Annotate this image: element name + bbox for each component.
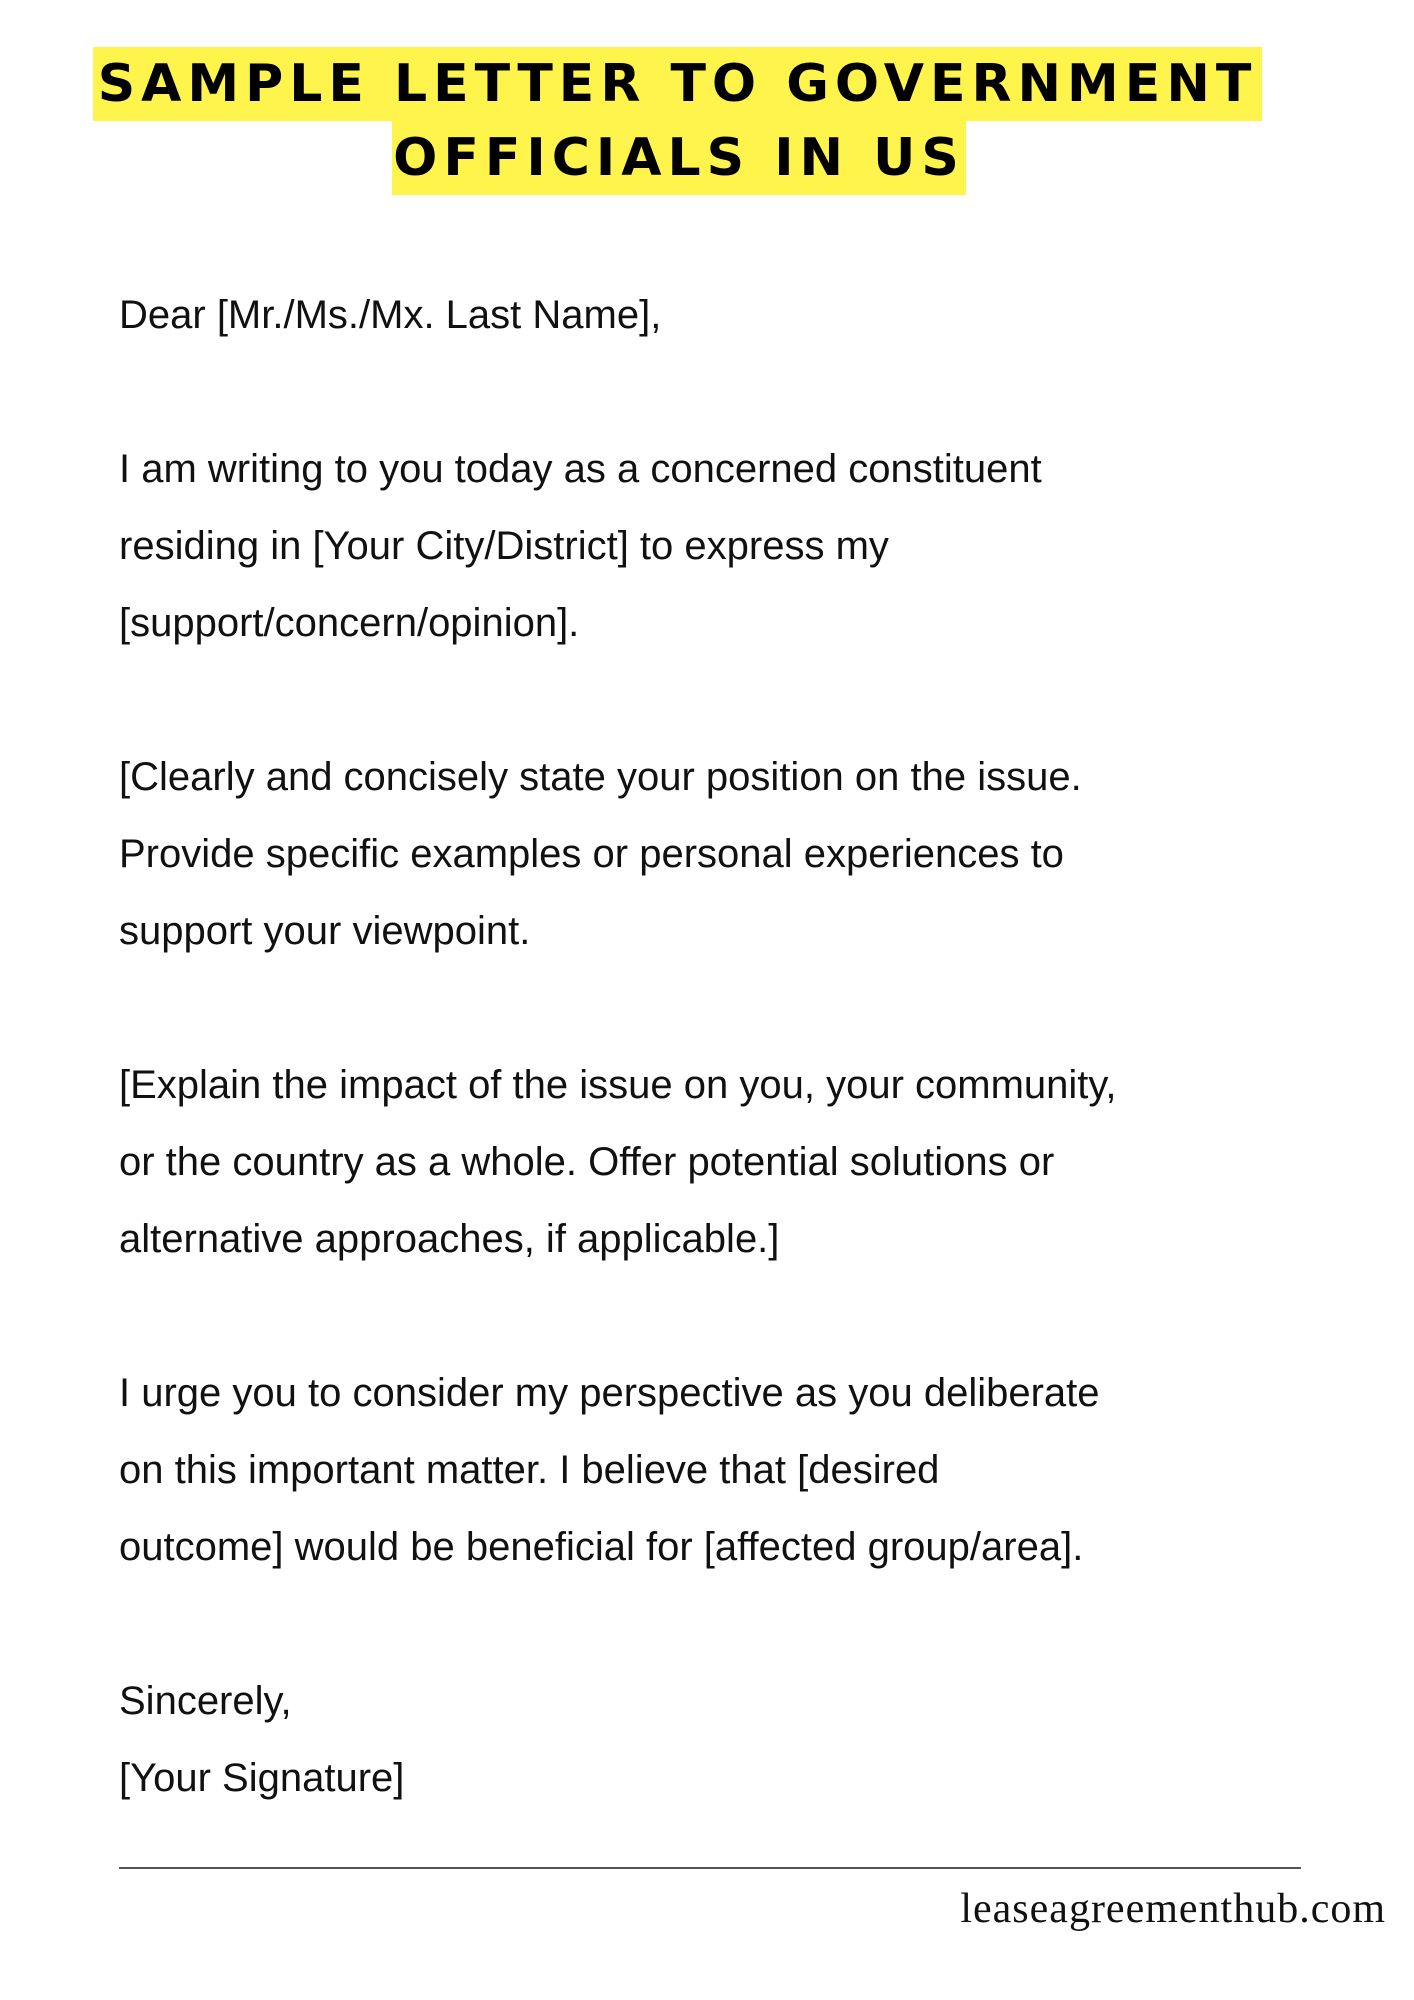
salutation: Dear [Mr./Ms./Mx. Last Name], (119, 293, 662, 337)
paragraph-1-line-2: residing in [Your City/District] to express my (119, 524, 889, 568)
paragraph-1-line-1: I am writing to you today as a concerned constituent (119, 447, 1042, 491)
paragraph-3-line-3: alternative approaches, if applicable.] (119, 1217, 780, 1261)
paragraph-spacer (119, 1278, 1339, 1355)
paragraph-spacer (119, 354, 1339, 431)
page-title-line-1: SAMPLE LETTER TO GOVERNMENT (93, 47, 1262, 121)
paragraph-spacer (119, 662, 1339, 739)
paragraph-2-line-3: support your viewpoint. (119, 909, 531, 953)
paragraph-4-line-2: on this important matter. I believe that [desired (119, 1448, 940, 1492)
page-title-line-2: OFFICIALS IN US (392, 121, 966, 195)
paragraph-4-line-3: outcome] would be beneficial for [affected group/area]. (119, 1525, 1084, 1569)
paragraph-spacer (119, 970, 1339, 1047)
signature-placeholder: [Your Signature] (119, 1756, 405, 1800)
closing: Sincerely, (119, 1679, 292, 1723)
paragraph-2-line-1: [Clearly and concisely state your position on the issue. (119, 755, 1082, 799)
paragraph-3-line-2: or the country as a whole. Offer potential solutions or (119, 1140, 1055, 1184)
letter-body (119, 277, 1339, 1817)
paragraph-4-line-1: I urge you to consider my perspective as you deliberate (119, 1371, 1100, 1415)
paragraph-3-line-1: [Explain the impact of the issue on you, your community, (119, 1063, 1117, 1107)
paragraph-1-line-3: [support/concern/opinion]. (119, 601, 580, 645)
footer-divider (119, 1867, 1301, 1869)
footer-website: leaseagreementhub.com (960, 1886, 1386, 1932)
paragraph-spacer (119, 1586, 1339, 1663)
paragraph-2-line-2: Provide specific examples or personal experiences to (119, 832, 1064, 876)
